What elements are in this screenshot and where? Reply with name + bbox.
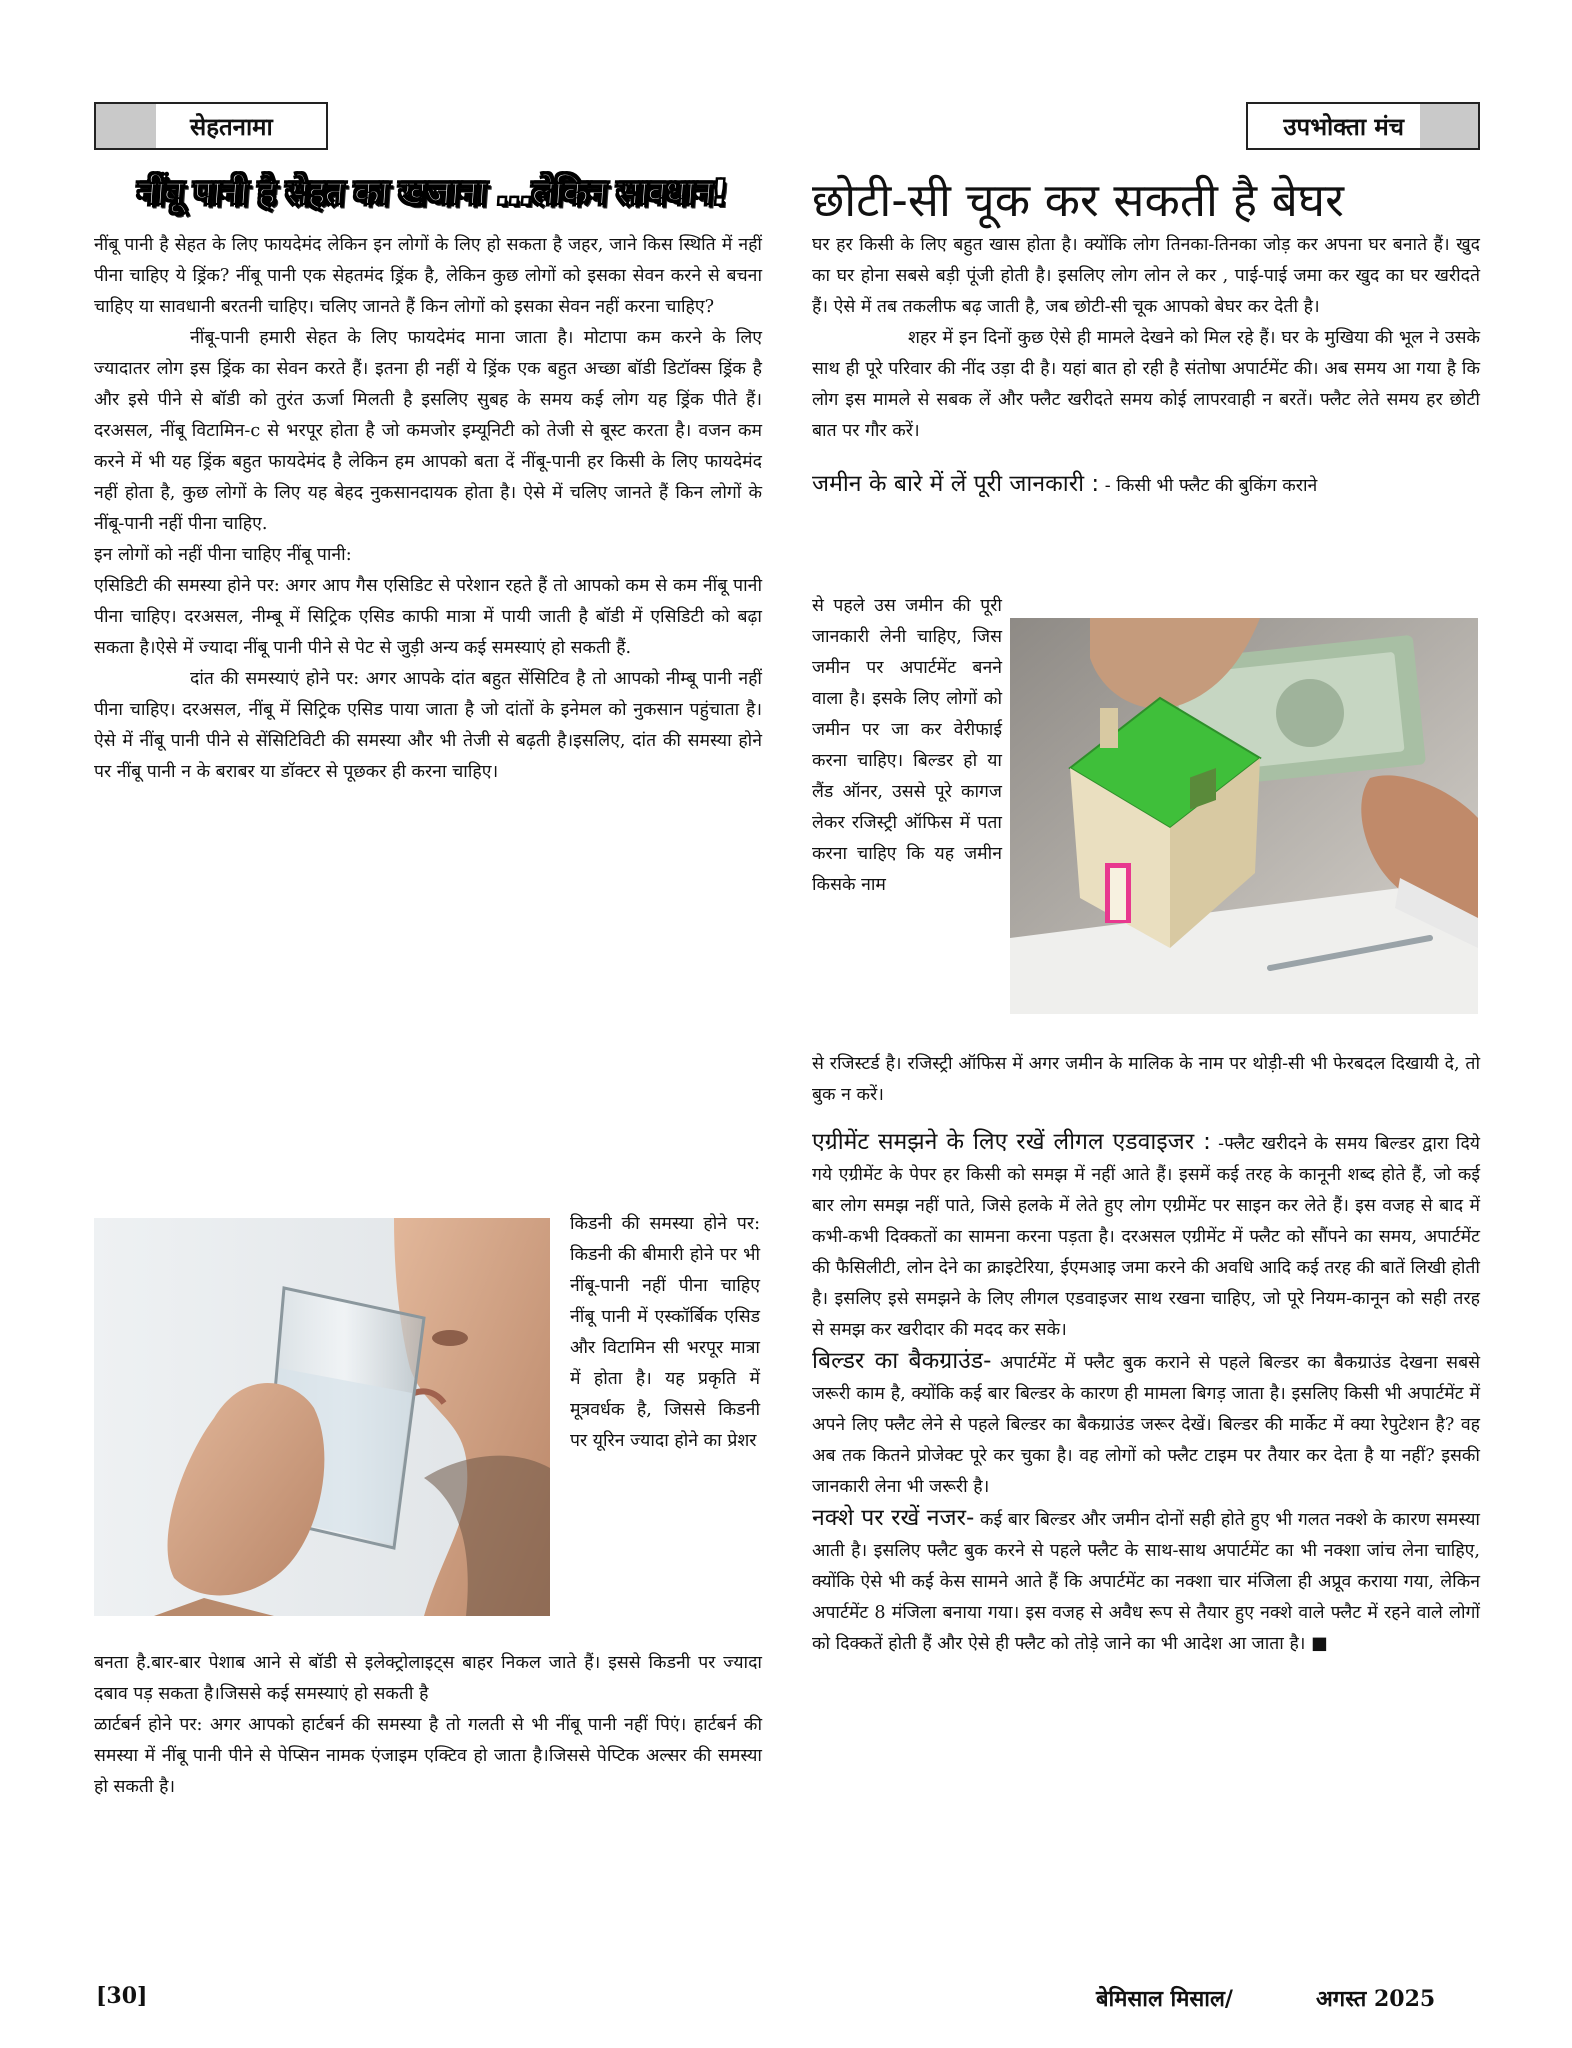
subheading: बिल्डर का बैकग्राउंड- [812,1348,992,1374]
paragraph-text: अपार्टमेंट में फ्लैट बुक कराने से पहले बिल्डर का बैकग्राउंड देखना सबसे जरूरी काम है, क्योंकि कई बार बिल्डर के कारण ही मामला बिगड़ जाता है। इसलिए किसी भी अपार्टमेंट में अपने लिए फ्लैट लेने से पहले बिल्डर का बैकग्राउंड जरूर देखें। बिल्डर की मार्केट में क्या रेपुटेशन है? वह अब तक कितने प्रोजेक्ट पूरे कर चुका है। वह लोगों को फ्लैट टाइम पर तैयार कर देता है या नहीं? इसकी जानकारी लेना भी जरूरी है। [812,1353,1481,1497]
right-article-body-bottom [812,1049,1480,1660]
paragraph: नींबू पानी है सेहत के लिए फायदेमंद लेकिन इन लोगों के लिए हो सकता है जहर, जाने किस स्थिति में नहीं पीना चाहिए ये ड्रिंक? नींबू पानी एक सेहतमंद ड्रिंक है, लेकिन कुछ लोगों को इसका सेवन करने से बचना चाहिए या सावधानी बरतनी चाहिए। चलिए जानते हैं किन लोगों को इसका सेवन नहीं करना चाहिए? [94,235,762,317]
subheading-paragraph [812,469,1480,502]
subheading: जमीन के बारे में लें पूरी जानकारी : [812,471,1100,497]
house-money-illustration [1010,618,1478,1014]
paragraph: एसिडिटी की समस्या होने पर: अगर आप गैस एसिडिट से परेशान रहते हैं तो आपको कम से कम नींबू पानी पीना चाहिए। दरअसल, नीम्बू में सिट्रिक एसिड काफी मात्रा में पायी जाती है बॉडी में एसिडिटी को बढ़ा सकता है।ऐसे में ज्यादा नींबू पानी पीने से पेट से जुड़ी अन्य कई समस्याएं हो सकती हैं. [94,576,762,658]
right-article-side-text [812,591,1002,901]
issue-date: अगस्त 2025 [1316,1986,1436,2012]
section-label-text: उपभोक्ता मंच [1283,112,1404,141]
subheading: एग्रीमेंट समझने के लिए रखें लीगल एडवाइजर : [812,1129,1211,1155]
paragraph: घर हर किसी के लिए बहुत खास होता है। क्योंकि लोग तिनका-तिनका जोड़ कर अपना घर बनाते हैं। खुद का घर होना सबसे बड़ी पूंजी होती है। इसलिए लोग लोन ले कर , पाई-पाई जमा कर खुद का घर खरीदते हैं। ऐसे में तब तकलीफ बढ़ जाती है, जब छोटी-सी चूक आपको बेघर कर देती है। [812,235,1480,317]
label-shade [96,104,156,148]
right-article-title: छोटी-सी चूक कर सकती है बेघर [812,173,1344,227]
subheading: नक्शे पर रखें नजर- [812,1505,975,1531]
left-article-side-text [570,1209,760,1457]
left-article-title: नींबू पानी है सेहत का खजाना ...लेकिन सावधान! [135,173,728,213]
paragraph: से पहले उस जमीन की पूरी जानकारी लेनी चाहिए, जिस जमीन पर अपार्टमेंट बनने वाला है। इसके लिए लोगों को जमीन पर जा कर वेरीफाई करना चाहिए। बिल्डर हो या लैंड ऑनर, उससे पूरे कागज लेकर रजिस्ट्री ऑफिस में पता करना चाहिए कि यह जमीन किसके नाम [812,596,1002,895]
magazine-name: बेमिसाल मिसाल/ [1096,1986,1233,2012]
paragraph-text: -फ्लैट खरीदने के समय बिल्डर द्वारा दिये गये एग्रीमेंट के पेपर हर किसी को समझ में नहीं आते हैं। इसमें कई तरह के कानूनी शब्द होते हैं, जो कई बार लोग समझ नहीं पाते, जिसे हलके में लेते हुए लोग एग्रीमेंट पर साइन कर लेते हैं। इस वजह से बाद में कभी-कभी दिक्कतों का सामना करना पड़ता है। दरअसल एग्रीमेंट में फ्लैट को सौंपने का समय, अपार्टमेंट की फैसिलीटी, लोन देने का क्राइटेरिया, ईएमआइ जमा करने की अवधि आदि कई तरह की बातें लिखी होती है। इसलिए इसे समझने के लिए लीगल एडवाइजर साथ रखना चाहिए, जो पूरे नियम-कानून को सही तरह से समझ कर खरीदार की मदद कर सके। [812,1134,1480,1340]
section-label-right [1246,102,1480,150]
paragraph: दांत की समस्याएं होने पर: अगर आपके दांत बहुत सेंसिटिव है तो आपको नीम्बू पानी नहीं पीना चाहिए। दरअसल, नींबू में सिट्रिक एसिड पाया जाता है जो दांतों के इनेमल को नुकसान पहुंचाता है।ऐसे में नींबू पानी पीने से सेंसिटिविटी की समस्या और भी तेजी से बढ़ती है।इसलिए, दांत की समस्या होने पर नींबू पानी न के बराबर या डॉक्टर से पूछकर ही करना चाहिए। [94,669,762,782]
drinking-water-photo [94,1218,550,1616]
subheading-paragraph [812,1503,1480,1660]
right-article-body-top [812,230,1480,502]
section-label-text: सेहतनामा [190,112,273,141]
paragraph: बनता है.बार-बार पेशाब आने से बॉडी से इलेक्ट्रोलाइट्स बाहर निकल जाते हैं। इससे किडनी पर ज्यादा दबाव पड़ सकता है।जिससे कई समस्याएं हो सकती है [94,1653,762,1704]
left-article-body-bottom [94,1648,762,1803]
paragraph: ळार्टबर्न होने पर: अगर आपको हार्टबर्न की समस्या है तो गलती से भी नींबू पानी नहीं पिएं। हार्टबर्न की समस्या में नींबू पानी पीने से पेप्सिन नामक एंजाइम एक्टिव हो जाता है।जिससे पेप्टिक अल्सर की समस्या हो सकती है। [94,1715,762,1797]
paragraph: से रजिस्टर्ड है। रजिस्ट्री ऑफिस में अगर जमीन के मालिक के नाम पर थोड़ी-सी भी फेरबदल दिखायी दे, तो बुक न करें। [812,1054,1480,1105]
paragraph: नींबू-पानी हमारी सेहत के लिए फायदेमंद माना जाता है। मोटापा कम करने के लिए ज्यादातर लोग इस ड्रिंक का सेवन करते हैं। इतना ही नहीं ये ड्रिंक एक बहुत अच्छा बॉडी डिटॉक्स ड्रिंक है और इसे पीने से बॉडी को तुरंत ऊर्जा मिलती है इसलिए सुबह के समय कई लोग यह ड्रिंक पीते हैं। दरअसल, नींबू विटामिन-c से भरपूर होता है जो कमजोर इम्यूनिटी को तेजी से बूस्ट करता है। वजन कम करने में भी यह ड्रिंक बहुत फायदेमंद है लेकिन हम आपको बता दें नींबू-पानी हर किसी के लिए फायदेमंद नहीं होता है, कुछ लोगों के लिए यह बेहद नुकसानदायक होता है। ऐसे में चलिए जानते हैं किन लोगों के नींबू-पानी नहीं पीना चाहिए. [94,328,763,534]
subheading-paragraph [812,1346,1480,1503]
paragraph-text: कई बार बिल्डर और जमीन दोनों सही होते हुए भी गलत नक्शे के कारण समस्या आती है। इसलिए फ्लैट बुक करने से पहले फ्लैट के साथ-साथ अपार्टमेंट का भी नक्शा जांच लेना चाहिए, क्योंकि ऐसे भी कई केस सामने आते हैं कि अपार्टमेंट का नक्शा चार मंजिला ही अप्रूव कराया गया, लेकिन अपार्टमेंट 8 मंजिला बनाया गया। इस वजह से अवैध रूप से तैयार हुए नक्शे वाले फ्लैट में रहने वाले लोगों को दिक्कतें होती हैं और ऐसे ही फ्लैट को तोड़े जाने का भी आदेश आ जाता है। ■ [812,1510,1480,1654]
left-article-body-top [94,230,762,788]
section-label-left [94,102,328,150]
subheading-paragraph [812,1127,1480,1346]
paragraph: इन लोगों को नहीं पीना चाहिए नींबू पानी: [94,545,352,565]
label-shade [1420,104,1478,148]
subheading-lead: - किसी भी फ्लैट की बुकिंग कराने [1099,476,1318,496]
paragraph: शहर में इन दिनों कुछ ऐसे ही मामले देखने को मिल रहे हैं। घर के मुखिया की भूल ने उसके साथ ही पूरे परिवार की नींद उड़ा दी है। यहां बात हो रही है संतोषा अपार्टमेंट की। अब समय आ गया है कि लोग इस मामले से सबक लें और फ्लैट खरीदते समय कोई लापरवाही न बरतें। फ्लैट लेते समय हर छोटी बात पर गौर करें। [812,328,1480,441]
house-money-photo [1010,618,1478,1014]
drinking-water-illustration [94,1218,550,1616]
paragraph: किडनी की समस्या होने पर: किडनी की बीमारी होने पर भी नींबू-पानी नहीं पीना चाहिए नींबू पानी में एस्कॉर्बिक एसिड और विटामिन सी भरपूर मात्रा में होता है। यह प्रकृति में मूत्रवर्धक है, जिससे किडनी पर यूरिन ज्यादा होने का प्रेशर [570,1214,760,1451]
page-number: [30] [96,1983,148,2009]
